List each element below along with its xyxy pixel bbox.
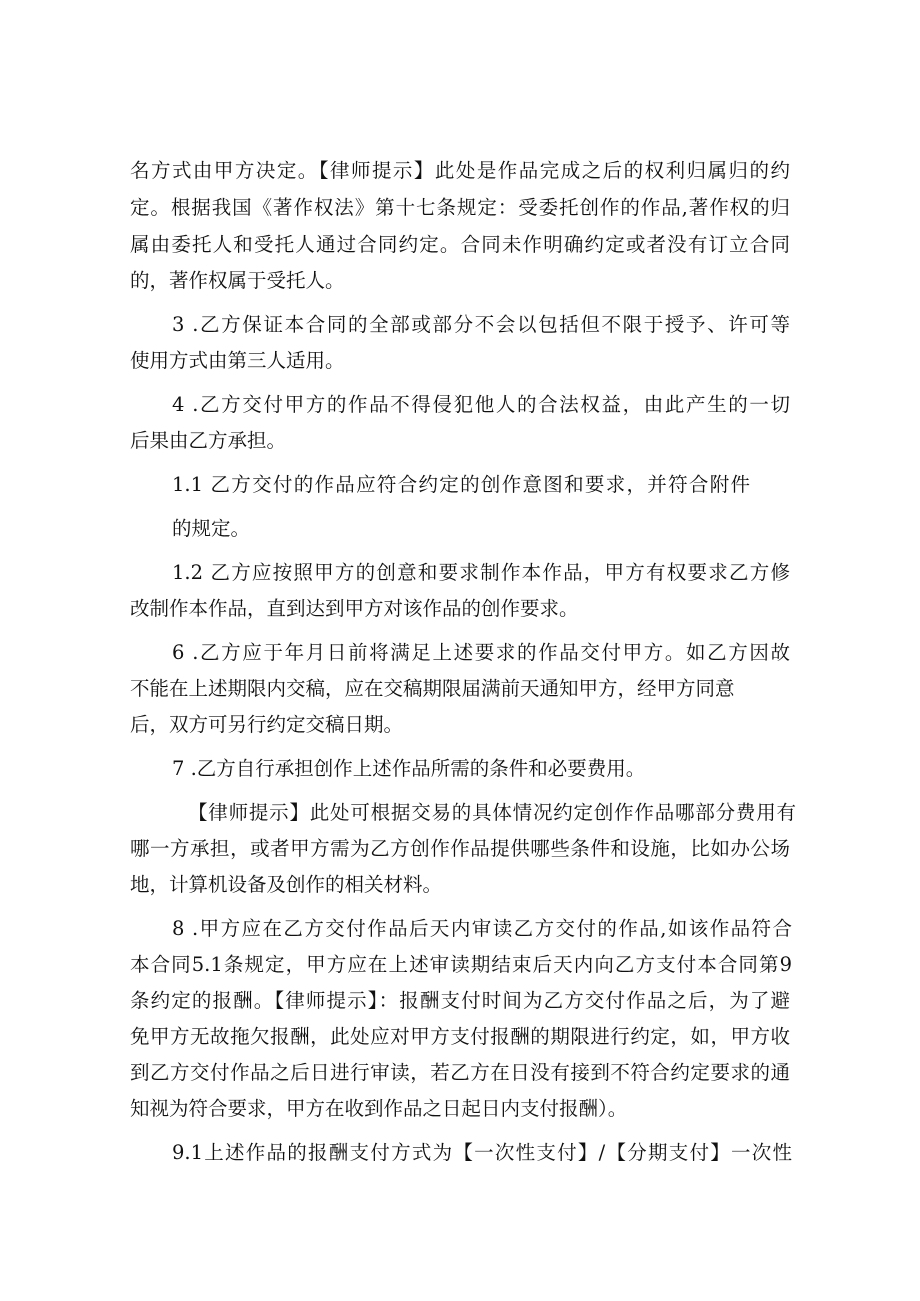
text-line: 属由委托人和受托人通过合同约定。合同未作明确约定或者没有订立合同	[130, 233, 790, 256]
text-line: 到乙方交付作品之后日进行审读，若乙方在日没有接到不符合约定要求的通	[130, 1061, 790, 1084]
text-line: 地，计算机设备及创作的相关材料。	[130, 873, 443, 896]
text-line: 9.1上述作品的报酬支付方式为【一次性支付】/【分期支付】一次性	[172, 1141, 792, 1164]
text-line: 7 .乙方自行承担创作上述作品所需的条件和必要费用。	[172, 757, 646, 780]
text-line: 不能在上述期限内交稿，应在交稿期限届满前天通知甲方，经甲方同意	[130, 677, 735, 700]
text-line: 名方式由甲方决定。【律师提示】此处是作品完成之后的权利归属归的约	[130, 159, 790, 182]
text-line: 后果由乙方承担。	[130, 429, 287, 452]
text-line: 定。根据我国《著作权法》第十七条规定：受委托创作的作品,著作权的归	[130, 196, 790, 219]
text-line: 免甲方无故拖欠报酬，此处应对甲方支付报酬的期限进行约定，如，甲方收	[130, 1025, 790, 1048]
text-line: 4 .乙方交付甲方的作品不得侵犯他人的合法权益，由此产生的一切	[172, 393, 790, 416]
text-line: 3 .乙方保证本合同的全部或部分不会以包括但不限于授予、许可等	[172, 313, 790, 336]
text-line: 本合同5.1条规定，甲方应在上述审读期结束后天内向乙方支付本合同第9	[130, 953, 792, 976]
text-line: 的规定。	[172, 517, 251, 540]
text-line: 1.1 乙方交付的作品应符合约定的创作意图和要求，并符合附件	[172, 473, 750, 496]
text-line: 8 .甲方应在乙方交付作品后天内审读乙方交付的作品,如该作品符合	[172, 917, 792, 940]
text-line: 哪一方承担，或者甲方需为乙方创作作品提供哪些条件和设施，比如办公场	[130, 837, 790, 860]
text-line: 【律师提示】此处可根据交易的具体情况约定创作作品哪部分费用有	[188, 801, 796, 824]
text-line: 条约定的报酬。【律师提示】：报酬支付时间为乙方交付作品之后，为了避	[130, 989, 790, 1012]
text-line: 知视为符合要求，甲方在收到作品之日起日内支付报酬）。	[130, 1097, 628, 1120]
text-line: 改制作本作品，直到达到甲方对该作品的创作要求。	[130, 597, 579, 620]
text-line: 使用方式由第三人适用。	[130, 349, 345, 372]
text-line: 6 .乙方应于年月日前将满足上述要求的作品交付甲方。如乙方因故	[172, 641, 790, 664]
text-line: 的，著作权属于受托人。	[130, 269, 345, 292]
text-line: 1.2 乙方应按照甲方的创意和要求制作本作品，甲方有权要求乙方修	[172, 561, 790, 584]
text-line: 后，双方可另行约定交稿日期。	[130, 713, 404, 736]
